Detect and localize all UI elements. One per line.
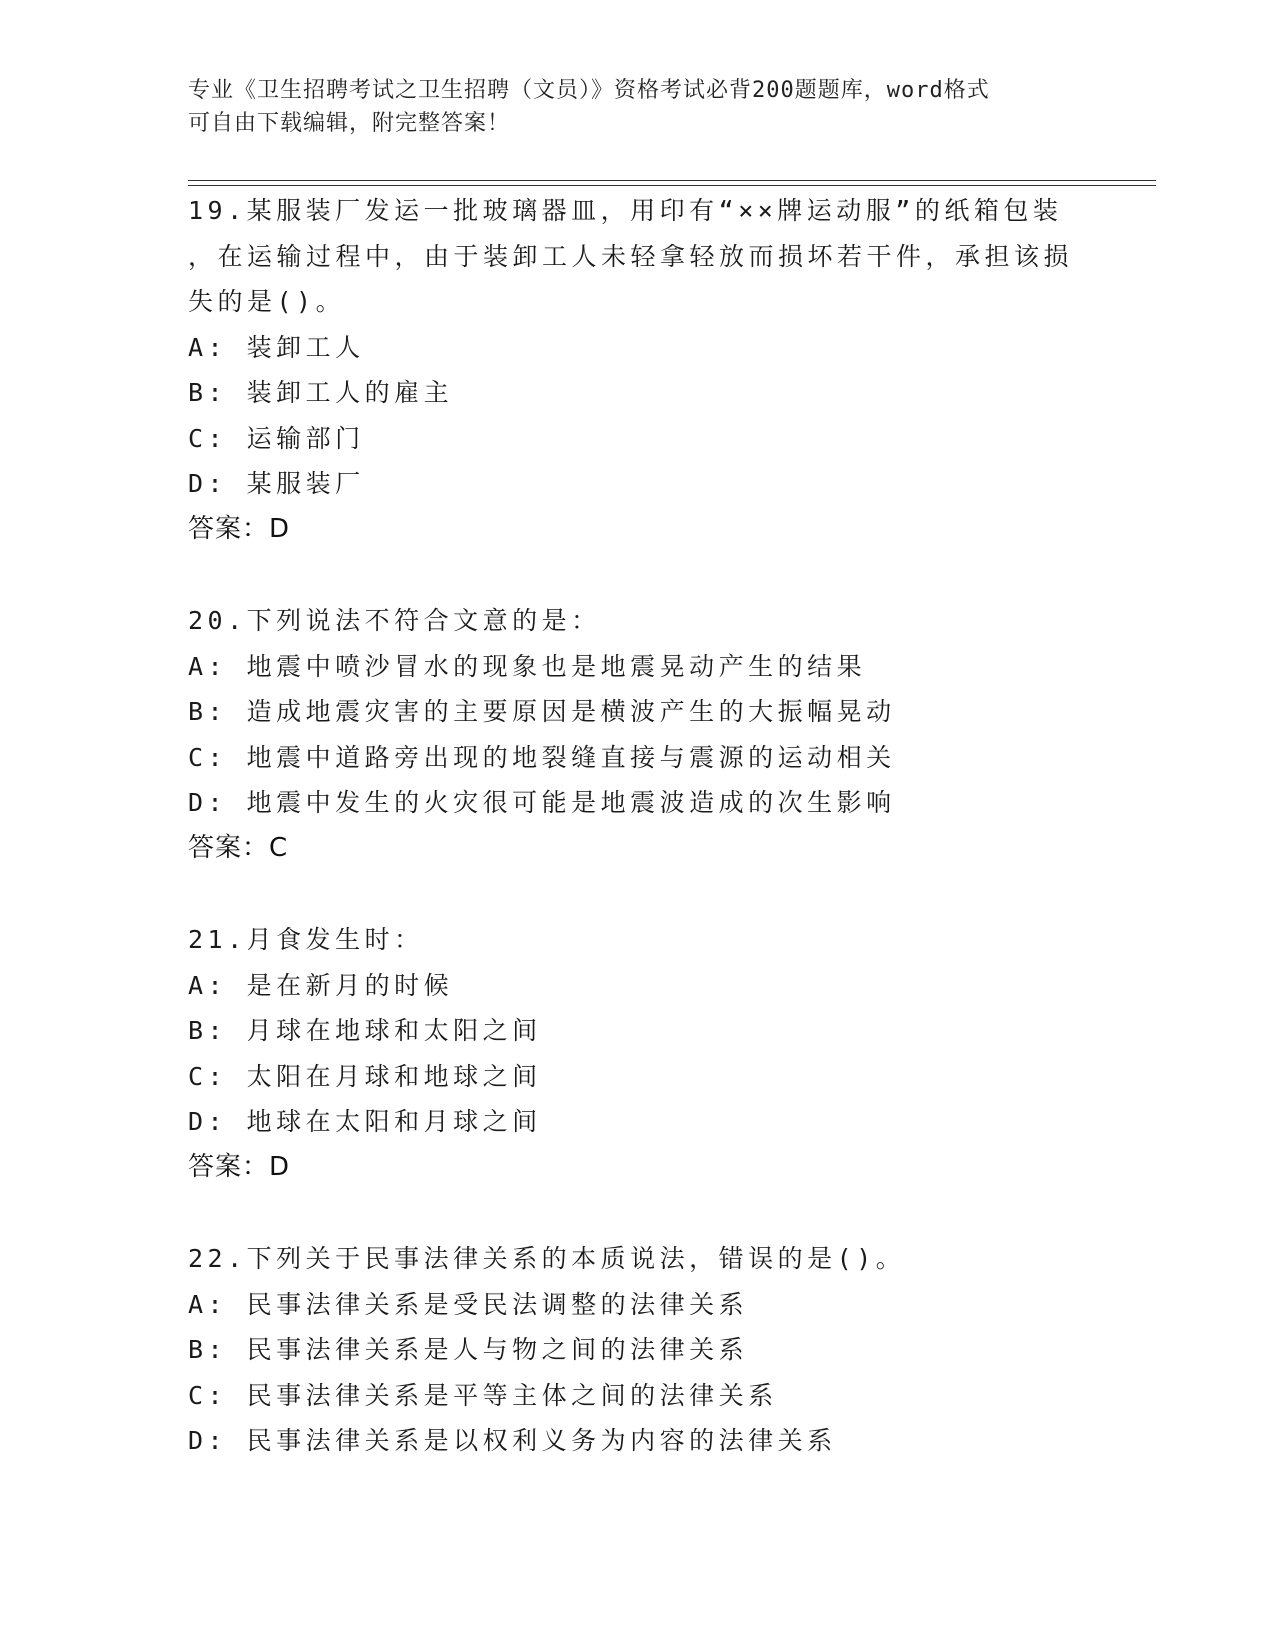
- question-stem: 19.某服装厂发运一批玻璃器皿，用印有“××牌运动服”的纸箱包装: [188, 196, 1063, 225]
- header-line-1: 专业《卫生招聘考试之卫生招聘（文员）》资格考试必背200题题库，word格式: [188, 78, 990, 103]
- question-20: [188, 598, 1088, 871]
- option-c: C: 太阳在月球和地球之间: [188, 1061, 542, 1091]
- option-a: A: 是在新月的时候: [188, 970, 454, 1000]
- option-b: B: 装卸工人的雇主: [188, 378, 454, 407]
- question-stem: 失的是()。: [188, 287, 346, 316]
- header-divider-top: [188, 180, 1156, 181]
- option-b: B: 月球在地球和太阳之间: [188, 1016, 542, 1045]
- option-c: C: 民事法律关系是平等主体之间的法律关系: [188, 1380, 778, 1410]
- option-b: B: 民事法律关系是人与物之间的法律关系: [188, 1335, 749, 1364]
- option-c: C: 运输部门: [188, 423, 365, 453]
- question-19: [188, 188, 1088, 552]
- option-d: D: 地球在太阳和月球之间: [188, 1107, 542, 1136]
- question-stem: ，在运输过程中，由于装卸工人未轻拿轻放而损坏若干件，承担该损: [188, 241, 1074, 271]
- question-21: [188, 917, 1088, 1190]
- option-d: D: 地震中发生的火灾很可能是地震波造成的次生影响: [188, 788, 896, 817]
- answer-label: 答案：D: [188, 513, 291, 544]
- document-header: [188, 74, 1088, 140]
- option-c: C: 地震中道路旁出现的地裂缝直接与震源的运动相关: [188, 742, 896, 772]
- option-a: A: 装卸工人: [188, 332, 365, 362]
- option-a: A: 地震中喷沙冒水的现象也是地震晃动产生的结果: [188, 651, 867, 681]
- option-d: D: 民事法律关系是以权利义务为内容的法律关系: [188, 1426, 837, 1455]
- option-b: B: 造成地震灾害的主要原因是横波产生的大振幅晃动: [188, 697, 896, 726]
- question-list: [188, 188, 1088, 1510]
- question-stem: 21.月食发生时：: [188, 925, 424, 954]
- question-stem: 22.下列关于民事法律关系的本质说法，错误的是()。: [188, 1244, 906, 1273]
- answer-label: 答案：C: [188, 832, 289, 863]
- question-stem: 20.下列说法不符合文意的是：: [188, 606, 601, 635]
- header-divider-bottom: [188, 185, 1156, 186]
- question-22: [188, 1236, 1088, 1464]
- option-a: A: 民事法律关系是受民法调整的法律关系: [188, 1289, 749, 1319]
- answer-label: 答案：D: [188, 1151, 291, 1182]
- option-d: D: 某服装厂: [188, 469, 365, 498]
- header-line-2: 可自由下载编辑，附完整答案！: [188, 111, 511, 136]
